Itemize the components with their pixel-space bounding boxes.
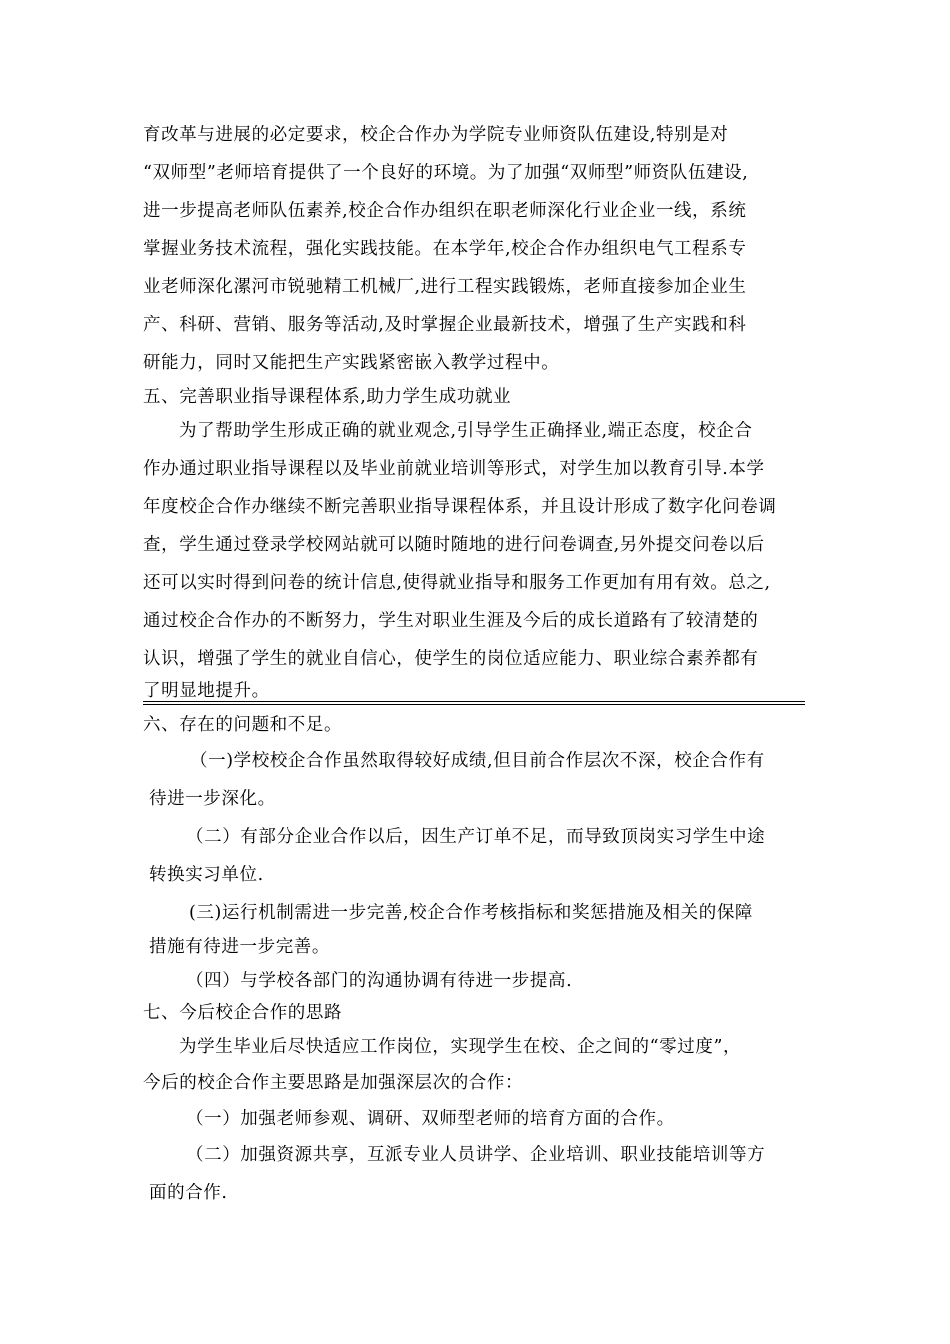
list-item-line: 待进一步深化。 bbox=[149, 789, 276, 809]
list-item-line: （一）加强老师参观、调研、双师型老师的培育方面的合作。 bbox=[186, 1109, 675, 1129]
paragraph-line: 年度校企合作办继续不断完善职业指导课程体系，并且设计形成了数字化问卷调 bbox=[143, 497, 777, 517]
paragraph-line: 产、科研、营销、服务等活动,及时掌握企业最新技术，增强了生产实践和科 bbox=[143, 315, 747, 335]
paragraph-line: 了明显地提升。 bbox=[143, 681, 270, 701]
paragraph-line: 业老师深化漯河市锐驰精工机械厂,进行工程实践锻炼，老师直接参加企业生 bbox=[143, 277, 747, 297]
list-item-line: 转换实习单位. bbox=[149, 865, 264, 885]
section-heading: 五、完善职业指导课程体系,助力学生成功就业 bbox=[143, 387, 512, 407]
paragraph-line: 为了帮助学生形成正确的就业观念,引导学生正确择业,端正态度，校企合 bbox=[179, 421, 753, 441]
divider-rule bbox=[143, 701, 805, 702]
paragraph-line: 通过校企合作办的不断努力，学生对职业生涯及今后的成长道路有了较清楚的 bbox=[143, 611, 759, 631]
paragraph-line: “双师型”老师培育提供了一个良好的环境。为了加强“双师型”师资队伍建设, bbox=[143, 163, 749, 183]
paragraph-line: 育改革与进展的必定要求，校企合作办为学院专业师资队伍建设,特别是对 bbox=[143, 125, 729, 145]
list-item-line: （四）与学校各部门的沟通协调有待进一步提高. bbox=[186, 971, 573, 991]
paragraph-line: 研能力，同时又能把生产实践紧密嵌入教学过程中。 bbox=[143, 353, 560, 373]
list-item-line: (三)运行机制需进一步完善,校企合作考核指标和奖惩措施及相关的保障 bbox=[189, 903, 754, 923]
paragraph-line: 进一步提高老师队伍素养,校企合作办组织在职老师深化行业企业一线，系统 bbox=[143, 201, 747, 221]
paragraph-line: 作办通过职业指导课程以及毕业前就业培训等形式，对学生加以教育引导.本学 bbox=[143, 459, 765, 479]
list-item-line: （二）有部分企业合作以后，因生产订单不足，而导致顶岗实习学生中途 bbox=[186, 827, 766, 847]
paragraph-line: 掌握业务技术流程，强化实践技能。在本学年,校企合作办组织电气工程系专 bbox=[143, 239, 747, 259]
paragraph-line: 认识，增强了学生的就业自信心，使学生的岗位适应能力、职业综合素养都有 bbox=[143, 649, 759, 669]
list-item-line: 面的合作. bbox=[149, 1183, 228, 1203]
list-item-line: （一)学校校企合作虽然取得较好成绩,但目前合作层次不深，校企合作有 bbox=[190, 751, 765, 771]
paragraph-line: 今后的校企合作主要思路是加强深层次的合作： bbox=[143, 1073, 524, 1093]
paragraph-line: 还可以实时得到问卷的统计信息,使得就业指导和服务工作更加有用有效。总之, bbox=[143, 573, 771, 593]
section-heading: 六、存在的问题和不足。 bbox=[143, 715, 343, 735]
divider-rule bbox=[143, 704, 805, 705]
list-item-line: （二）加强资源共享，互派专业人员讲学、企业培训、职业技能培训等方 bbox=[186, 1145, 766, 1165]
paragraph-line: 查，学生通过登录学校网站就可以随时随地的进行问卷调查,另外提交问卷以后 bbox=[143, 535, 765, 555]
section-heading: 七、今后校企合作的思路 bbox=[143, 1003, 343, 1023]
paragraph-line: 为学生毕业后尽快适应工作岗位，实现学生在校、企之间的“零过度”， bbox=[179, 1037, 742, 1057]
list-item-line: 措施有待进一步完善。 bbox=[149, 937, 330, 957]
